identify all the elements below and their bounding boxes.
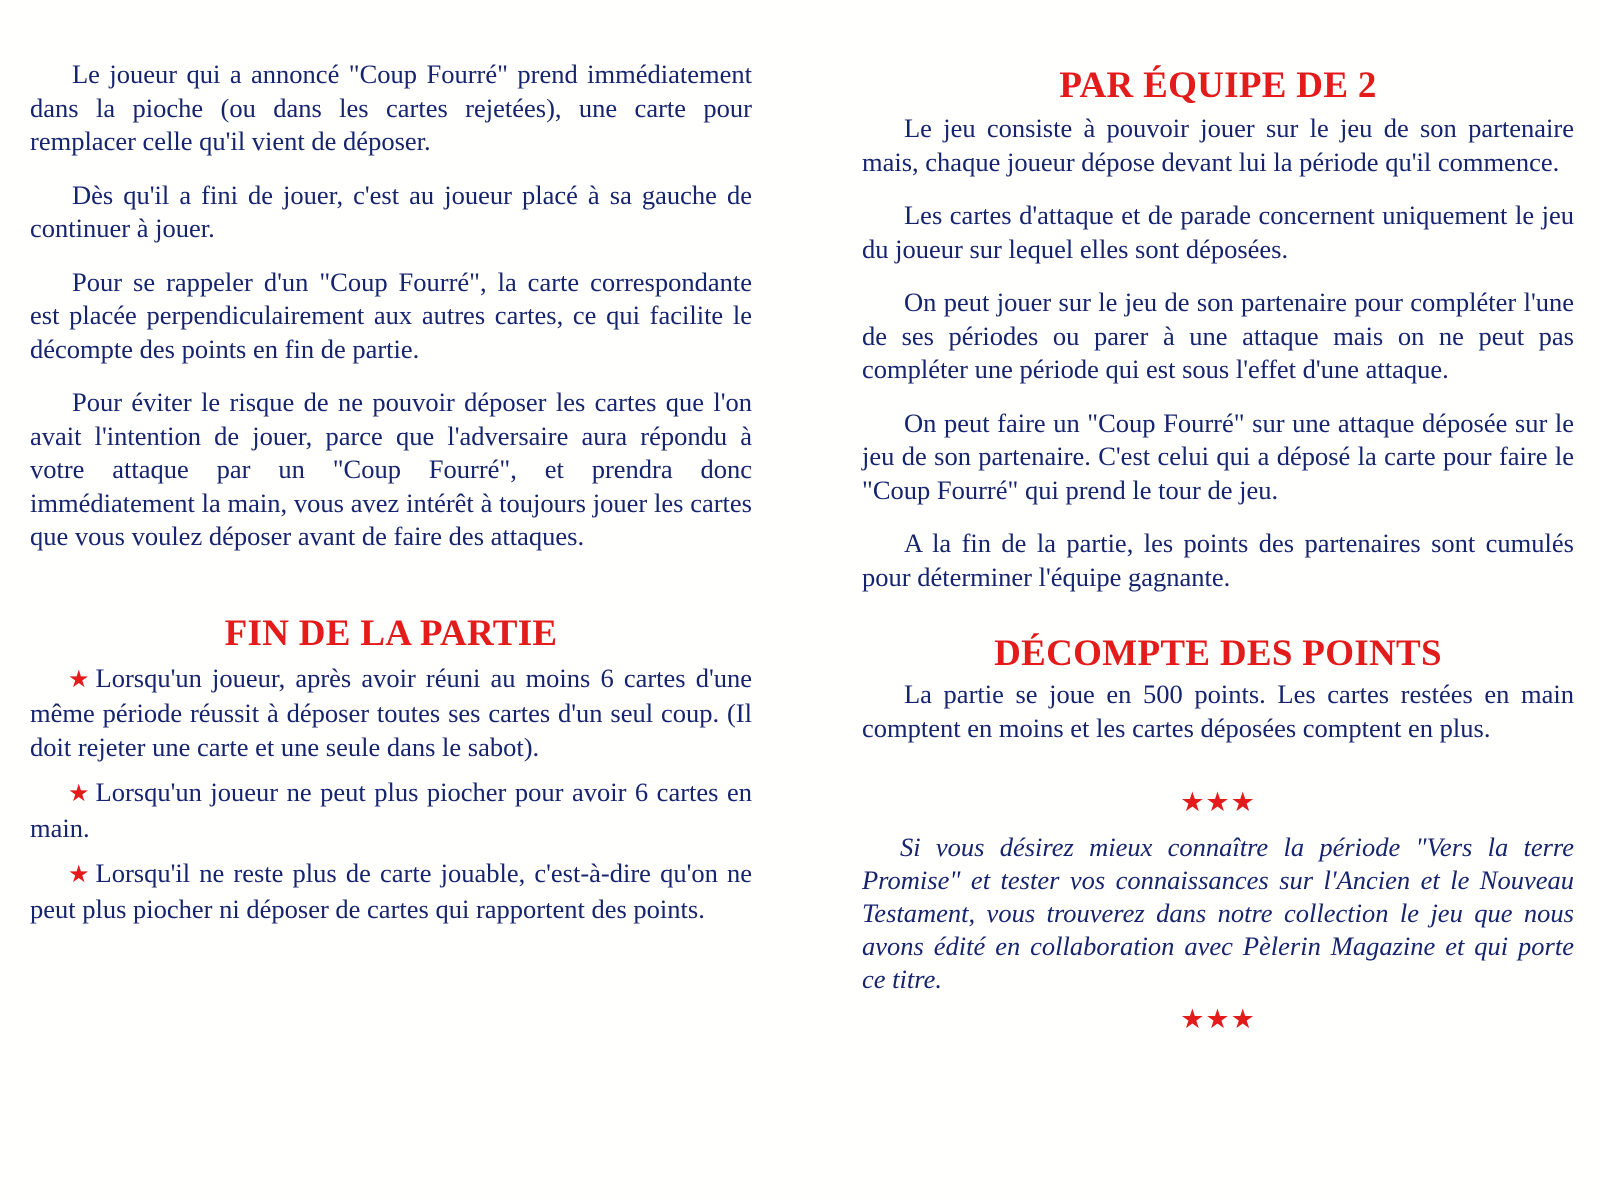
par-equipe-heading: PAR ÉQUIPE DE 2 bbox=[1059, 65, 1377, 106]
fin-de-la-partie-heading: FIN DE LA PARTIE bbox=[224, 612, 558, 654]
strategy-advice-paragraph: Pour éviter le risque de ne pouvoir déposer les cartes que l'on avait l'intention de jouer, parce que l'adversaire aura répondu à votre attaque par un "Coup Fourré", et prendra donc immédiatement la main, vous avez intérêt à toujours jouer les cartes que vous voulez déposer avant de faire des attaques. bbox=[30, 387, 752, 551]
perpendicular-card-paragraph: Pour se rappeler d'un "Coup Fourré", la carte correspondante est placée perpendiculairement aux autres cartes, ce qui facilite le décompte des points en fin de partie. bbox=[30, 266, 752, 364]
coup-fourre-replacement-paragraph: Le joueur qui a annoncé "Coup Fourré" prend immédiatement dans la pioche (ou dans les cartes rejetées), une carte pour remplacer celle qu'il vient de déposer. bbox=[30, 59, 752, 156]
star-bullet-icon: ★ bbox=[68, 781, 90, 807]
team-play-paragraph: Le jeu consiste à pouvoir jouer sur le jeu de son partenaire mais, chaque joueur dépose devant lui la période qu'il commence. bbox=[862, 113, 1574, 177]
stars-separator-icon: ★★★ bbox=[1180, 1004, 1256, 1034]
stars-separator-icon: ★★★ bbox=[1180, 787, 1256, 817]
points-count-paragraph: La partie se joue en 500 points. Les cartes restées en main comptent en moins et les cartes déposées comptent en plus. bbox=[862, 679, 1574, 743]
end-condition-text: Lorsqu'un joueur ne peut plus piocher pour avoir 6 cartes en main. bbox=[30, 777, 752, 843]
star-bullet-icon: ★ bbox=[68, 862, 90, 888]
left-column bbox=[30, 58, 752, 938]
end-condition-item bbox=[30, 857, 752, 926]
end-condition-text: Lorsqu'il ne reste plus de carte jouable, c'est-à-dire qu'on ne peut plus piocher ni déposer de cartes qui rapportent des points. bbox=[30, 858, 752, 924]
right-column bbox=[862, 58, 1574, 1034]
star-bullet-icon: ★ bbox=[68, 666, 90, 693]
end-condition-text: Lorsqu'un joueur, après avoir réuni au moins 6 cartes d'une même période réussit à déposer toutes ses cartes d'un seul coup. (Il doit rejeter une carte et une seule dans le sabot). bbox=[30, 662, 752, 762]
partner-coup-fourre-paragraph: On peut faire un "Coup Fourré" sur une attaque déposée sur le jeu de son partenaire. C'est celui qui a déposé la carte pour faire le "Coup Fourré" qui prend le tour de jeu. bbox=[862, 407, 1574, 505]
collection-note-paragraph: Si vous désirez mieux connaître la période "Vers la terre Promise" et tester vos connaissances sur l'Ancien et le Nouveau Testament, vous trouverez dans notre collection le jeu que nous avons édité en collaboration avec Pèlerin Magazine et qui porte ce titre. bbox=[862, 832, 1574, 994]
end-condition-item bbox=[30, 776, 752, 845]
end-condition-item bbox=[30, 662, 752, 765]
attack-parry-paragraph: Les cartes d'attaque et de parade concernent uniquement le jeu du joueur sur lequel elles sont déposées. bbox=[862, 200, 1574, 264]
next-player-paragraph: Dès qu'il a fini de jouer, c'est au joueur placé à sa gauche de continuer à jouer. bbox=[30, 179, 752, 243]
decompte-des-points-heading: DÉCOMPTE DES POINTS bbox=[994, 633, 1442, 674]
team-scoring-paragraph: A la fin de la partie, les points des partenaires sont cumulés pour déterminer l'équipe gagnante. bbox=[862, 528, 1574, 592]
partner-play-paragraph: On peut jouer sur le jeu de son partenaire pour compléter l'une de ses périodes ou parer à une attaque mais on ne peut pas compléter une période qui est sous l'effet d'une attaque. bbox=[862, 287, 1574, 384]
